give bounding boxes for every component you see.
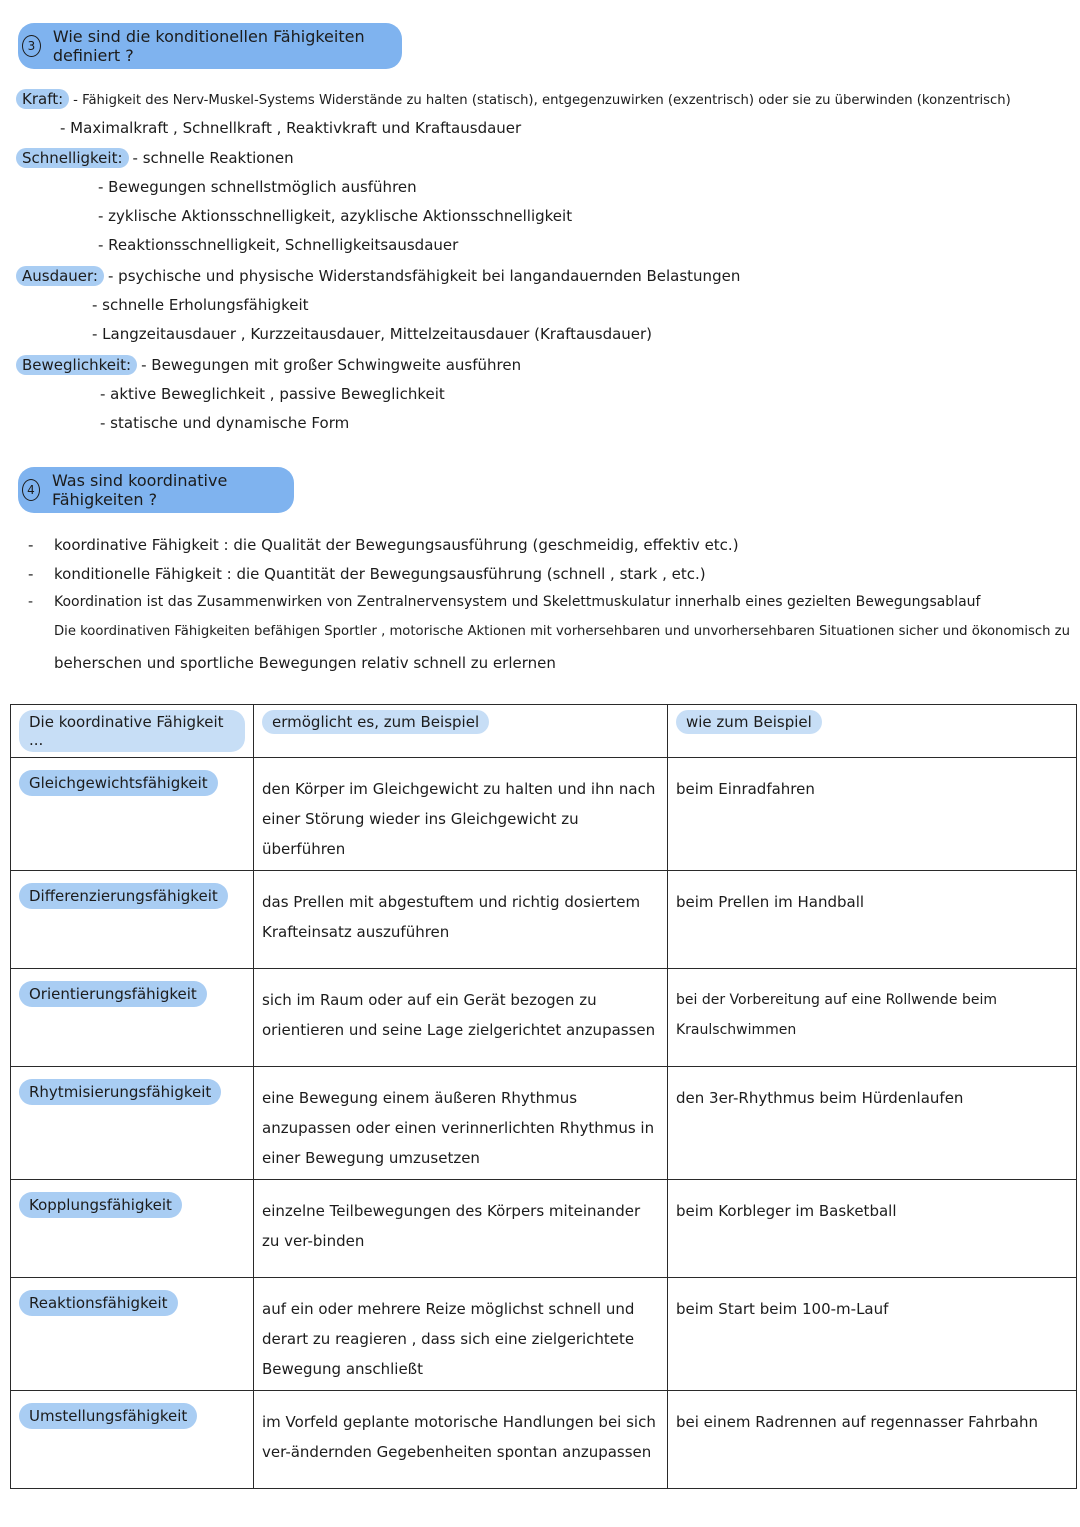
example-cell: beim Start beim 100-m-Lauf	[668, 1278, 1077, 1391]
table-row	[11, 969, 1077, 1067]
table-row	[11, 1067, 1077, 1180]
question-4-heading	[18, 467, 294, 513]
ability-label: Umstellungsfähigkeit	[19, 1403, 197, 1429]
header-ability	[11, 705, 254, 758]
enables-cell: das Prellen mit abgestuftem und richtig dosiertem Krafteinsatz auszuführen	[254, 871, 668, 969]
question-3-heading	[18, 23, 402, 69]
enables-cell: im Vorfeld geplante motorische Handlungen bei sich ver-ändernden Gegebenheiten spontan anzupassen	[254, 1391, 668, 1489]
schnelligkeit-line-4: - Reaktionsschnelligkeit, Schnelligkeitsausdauer	[98, 236, 459, 254]
table-header-row	[11, 705, 1077, 758]
example-cell: den 3er-Rhythmus beim Hürdenlaufen	[668, 1067, 1077, 1180]
example-cell: beim Prellen im Handball	[668, 871, 1077, 969]
schnelligkeit-definition	[16, 148, 294, 168]
kraft-line-1: - Fähigkeit des Nerv-Muskel-Systems Widerstände zu halten (statisch), entgegenzuwirken (exzentrisch) oder sie zu überwinden (konzentrisch)	[73, 93, 1011, 108]
ability-label: Orientierungsfähigkeit	[19, 981, 207, 1007]
header-example	[668, 705, 1077, 758]
question-4-number: 4	[22, 479, 40, 501]
q4-bullet-3-text: Koordination ist das Zusammenwirken von Zentralnervensystem und Skelettmuskulatur innerhalb eines gezielten Bewegungsablauf	[54, 594, 981, 610]
q4-paragraph-line-1: Die koordinativen Fähigkeiten befähigen Sportler , motorische Aktionen mit vorhersehbaren und unvorhersehbaren Situationen sicher und ökonomisch zu	[54, 624, 1070, 639]
kraft-term: Kraft:	[16, 89, 69, 109]
example-cell: beim Einradfahren	[668, 758, 1077, 871]
beweglichkeit-line-2: - aktive Beweglichkeit , passive Beweglichkeit	[100, 385, 445, 403]
beweglichkeit-line-3: - statische und dynamische Form	[100, 414, 350, 432]
q4-bullet-2: - konditionelle Fähigkeit : die Quantität der Bewegungsausführung (schnell , stark , etc.)	[28, 565, 706, 583]
header-enables-label: ermöglicht es, zum Beispiel	[262, 710, 489, 734]
table-row	[11, 758, 1077, 871]
ability-cell	[11, 1278, 254, 1391]
ability-cell	[11, 1391, 254, 1489]
schnelligkeit-line-1: - schnelle Reaktionen	[132, 149, 294, 167]
question-3-number: 3	[22, 35, 41, 57]
beweglichkeit-term: Beweglichkeit:	[16, 355, 137, 375]
ability-label: Reaktionsfähigkeit	[19, 1290, 178, 1316]
ausdauer-definition	[16, 266, 740, 286]
ability-label: Rhytmisierungsfähigkeit	[19, 1079, 221, 1105]
header-enables	[254, 705, 668, 758]
schnelligkeit-term: Schnelligkeit:	[16, 148, 129, 168]
ability-cell	[11, 1067, 254, 1180]
question-4-title: Was sind koordinative Fähigkeiten ?	[51, 471, 228, 509]
q4-bullet-2-text: konditionelle Fähigkeit : die Quantität der Bewegungsausführung (schnell , stark , etc.)	[54, 565, 706, 583]
header-example-label: wie zum Beispiel	[676, 710, 822, 734]
ausdauer-line-3: - Langzeitausdauer , Kurzzeitausdauer, Mittelzeitausdauer (Kraftausdauer)	[92, 325, 653, 343]
table-row	[11, 1180, 1077, 1278]
q4-bullet-1-text: koordinative Fähigkeit : die Qualität der Bewegungsausführung (geschmeidig, effektiv etc.)	[54, 536, 739, 554]
ability-cell	[11, 969, 254, 1067]
kraft-line-2: - Maximalkraft , Schnellkraft , Reaktivkraft und Kraftausdauer	[60, 119, 522, 137]
kraft-definition	[16, 89, 1011, 109]
q4-paragraph-line-2: beherschen und sportliche Bewegungen relativ schnell zu erlernen	[54, 654, 556, 672]
table-row	[11, 1278, 1077, 1391]
example-cell: bei der Vorbereitung auf eine Rollwende beim Kraulschwimmen	[668, 969, 1077, 1067]
header-ability-label: Die koordinative Fähigkeit ...	[19, 710, 245, 752]
question-3-title: Wie sind die konditionellen Fähigkeiten definiert ?	[52, 27, 365, 65]
ability-label: Differenzierungsfähigkeit	[19, 883, 228, 909]
ausdauer-line-1: - psychische und physische Widerstandsfähigkeit bei langandauernden Belastungen	[108, 267, 741, 285]
beweglichkeit-line-1: - Bewegungen mit großer Schwingweite ausführen	[141, 356, 522, 374]
q4-bullet-1: - koordinative Fähigkeit : die Qualität der Bewegungsausführung (geschmeidig, effektiv etc.)	[28, 536, 739, 554]
schnelligkeit-line-3: - zyklische Aktionsschnelligkeit, azyklische Aktionsschnelligkeit	[98, 207, 573, 225]
coordination-table	[10, 704, 1077, 1489]
schnelligkeit-line-2: - Bewegungen schnellstmöglich ausführen	[98, 178, 417, 196]
ability-label: Kopplungsfähigkeit	[19, 1192, 182, 1218]
enables-cell: sich im Raum oder auf ein Gerät bezogen zu orientieren und seine Lage zielgerichtet anzupassen	[254, 969, 668, 1067]
beweglichkeit-definition	[16, 355, 521, 375]
ability-cell	[11, 758, 254, 871]
table-row	[11, 871, 1077, 969]
ability-cell	[11, 871, 254, 969]
example-cell: beim Korbleger im Basketball	[668, 1180, 1077, 1278]
enables-cell: den Körper im Gleichgewicht zu halten und ihn nach einer Störung wieder ins Gleichgewicht zu überführen	[254, 758, 668, 871]
ability-cell	[11, 1180, 254, 1278]
table-row	[11, 1391, 1077, 1489]
ability-label: Gleichgewichtsfähigkeit	[19, 770, 218, 796]
ausdauer-line-2: - schnelle Erholungsfähigkeit	[92, 296, 309, 314]
enables-cell: auf ein oder mehrere Reize möglichst schnell und derart zu reagieren , dass sich eine zielgerichtete Bewegung anschließt	[254, 1278, 668, 1391]
ausdauer-term: Ausdauer:	[16, 266, 104, 286]
enables-cell: eine Bewegung einem äußeren Rhythmus anzupassen oder einen verinnerlichten Rhythmus in einer Bewegung umzusetzen	[254, 1067, 668, 1180]
enables-cell: einzelne Teilbewegungen des Körpers miteinander zu ver-binden	[254, 1180, 668, 1278]
example-cell: bei einem Radrennen auf regennasser Fahrbahn	[668, 1391, 1077, 1489]
q4-bullet-3: - Koordination ist das Zusammenwirken von Zentralnervensystem und Skelettmuskulatur innerhalb eines gezielten Bewegungsablauf	[28, 594, 981, 610]
